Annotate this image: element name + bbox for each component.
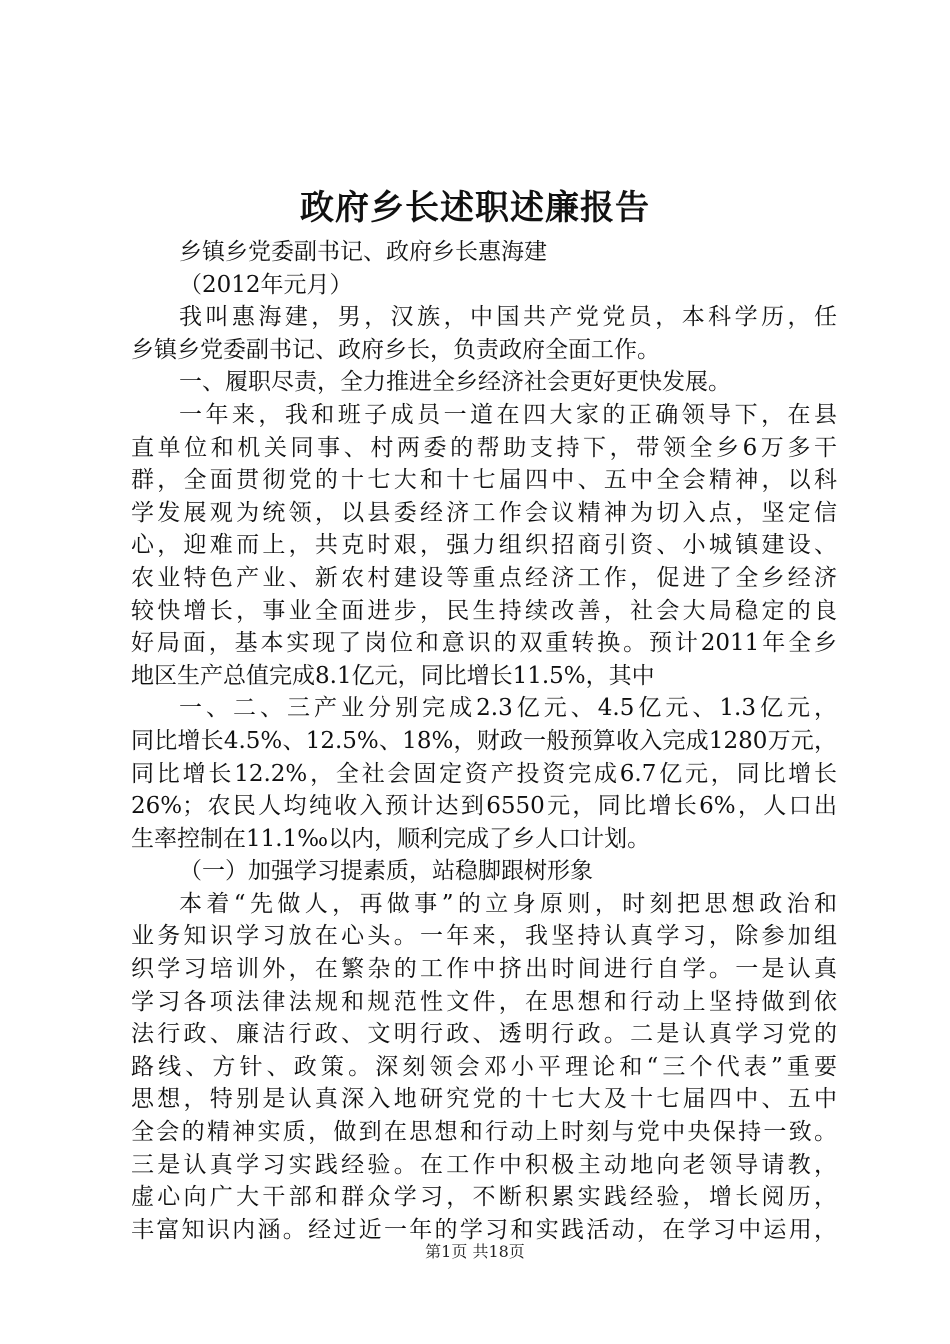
text-line: 三是认真学习实践经验。在工作中积极主动地向老领导请教，: [131, 1151, 837, 1178]
text-line: 我叫惠海建，男，汉族，中国共产党党员，本科学历，任: [179, 304, 837, 331]
text-line: 虚心向广大干部和群众学习，不断积累实践经验，增长阅历，: [131, 1184, 837, 1211]
document-body: [131, 236, 837, 1246]
text-line: 直单位和机关同事、村两委的帮助支持下，带领全乡6万多干: [131, 434, 837, 461]
text-line: 学习各项法律法规和规范性文件，在思想和行动上坚持做到依: [131, 988, 837, 1015]
text-line: 好局面，基本实现了岗位和意识的双重转换。预计2011年全乡: [131, 630, 837, 657]
document-title: 政府乡长述职述廉报告: [300, 188, 650, 228]
text-line: 思想，特别是认真深入地研究党的十七大及十七届四中、五中: [131, 1086, 837, 1113]
page-footer: 第1页 共18页: [425, 1242, 525, 1261]
text-line: 较快增长，事业全面进步，民生持续改善，社会大局稳定的良: [131, 597, 837, 624]
text-line: 学发展观为统领，以县委经济工作会议精神为切入点，坚定信: [131, 499, 837, 526]
text-line: 全会的精神实质，做到在思想和行动上时刻与党中央保持一致。: [131, 1119, 837, 1146]
text-line: 生率控制在11.1‰以内，顺利完成了乡人口计划。: [131, 825, 651, 852]
text-line: 本着“先做人，再做事”的立身原则，时刻把思想政治和: [179, 890, 837, 917]
text-line: 一、履职尽责，全力推进全乡经济社会更好更快发展。: [179, 369, 731, 396]
text-line: 路线、方针、政策。深刻领会邓小平理论和“三个代表”重要: [131, 1053, 837, 1080]
text-line: 法行政、廉洁行政、文明行政、透明行政。二是认真学习党的: [131, 1021, 837, 1048]
text-line: （2012年元月）: [179, 271, 353, 298]
text-line: 群，全面贯彻党的十七大和十七届四中、五中全会精神，以科: [131, 467, 837, 494]
text-line: 乡镇乡党委副书记、政府乡长惠海建: [179, 239, 547, 265]
text-line: 同比增长12.2%，全社会固定资产投资完成6.7亿元，同比增长: [131, 760, 837, 787]
text-line: 丰富知识内涵。经过近一年的学习和实践活动，在学习中运用，: [131, 1216, 837, 1243]
text-line: 26%；农民人均纯收入预计达到6550元，同比增长6%，人口出: [131, 793, 837, 820]
text-line: （一）加强学习提素质，站稳脚跟树形象: [179, 858, 593, 885]
text-line: 心，迎难而上，共克时艰，强力组织招商引资、小城镇建设、: [131, 532, 837, 559]
text-line: 乡镇乡党委副书记、政府乡长，负责政府全面工作。: [131, 336, 660, 363]
text-line: 农业特色产业、新农村建设等重点经济工作，促进了全乡经济: [131, 564, 837, 591]
text-line: 一年来，我和班子成员一道在四大家的正确领导下，在县: [179, 401, 837, 428]
text-line: 业务知识学习放在心头。一年来，我坚持认真学习，除参加组: [131, 923, 837, 950]
text-line: 一、二、三产业分别完成2.3亿元、4.5亿元、1.3亿元，: [179, 695, 837, 722]
text-line: 织学习培训外，在繁杂的工作中挤出时间进行自学。一是认真: [131, 956, 837, 983]
text-line: 同比增长4.5%、12.5%、18%，财政一般预算收入完成1280万元，: [131, 727, 837, 754]
text-line: 地区生产总值完成8.1亿元，同比增长11.5%，其中: [131, 662, 655, 689]
